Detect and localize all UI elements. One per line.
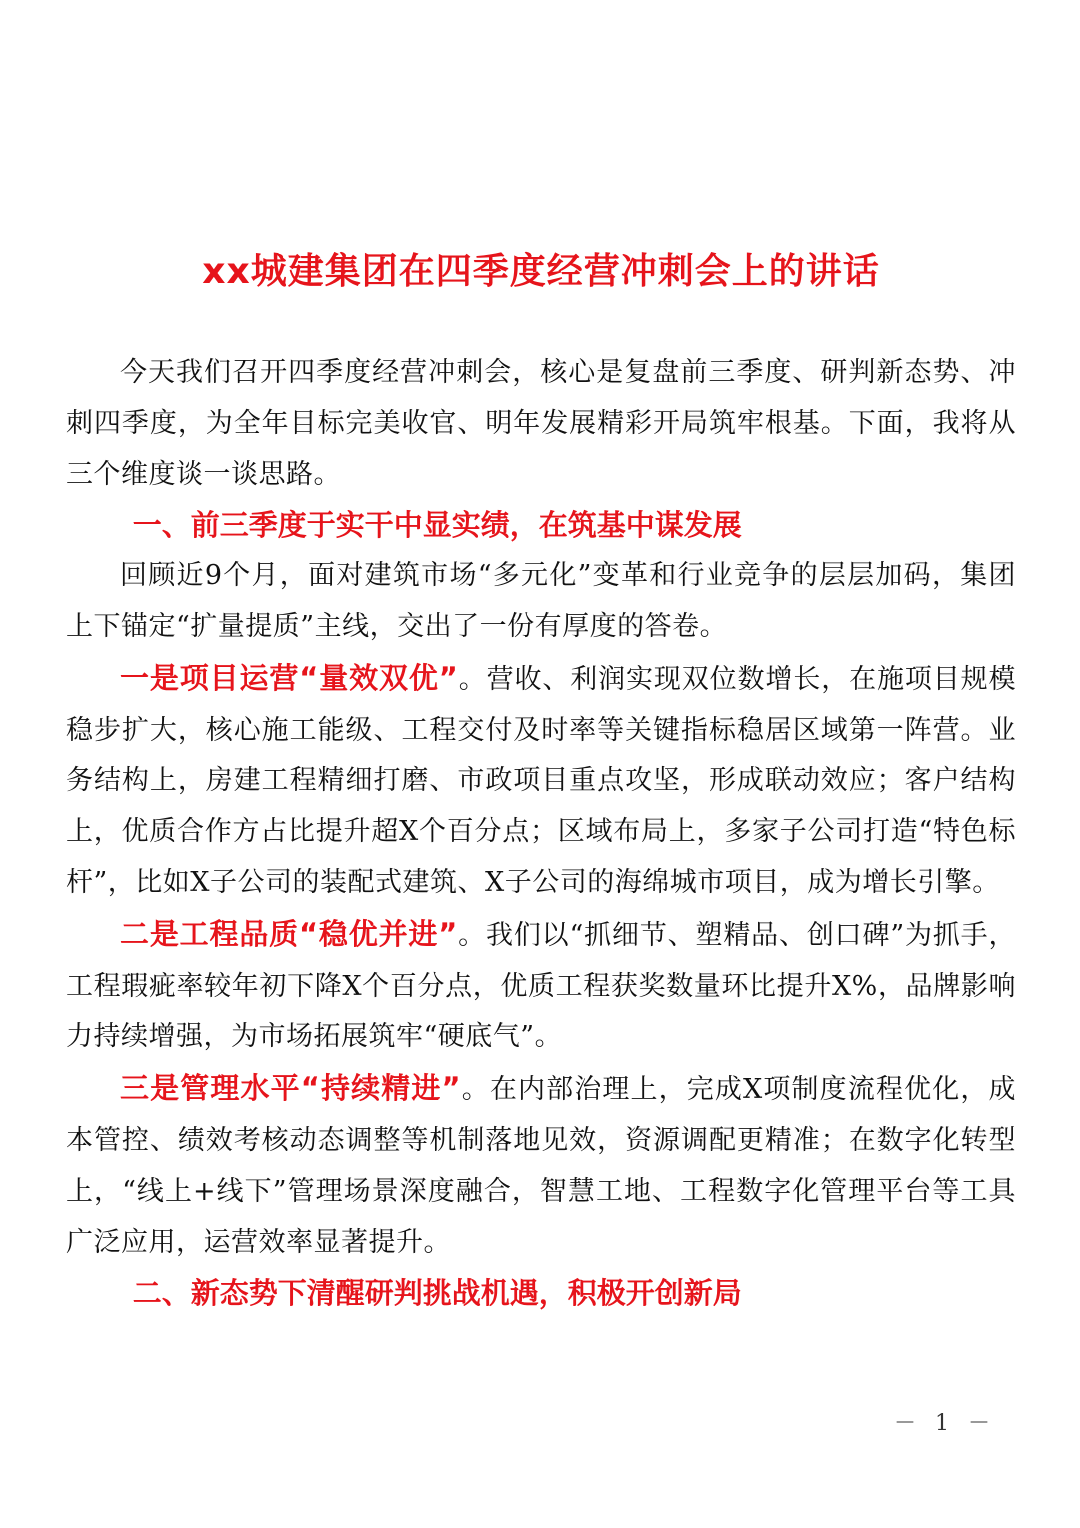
point-1-paragraph bbox=[66, 653, 1016, 909]
point-2-lead: 二是工程品质“稳优并进” bbox=[120, 916, 458, 951]
document-title: xx城建集团在四季度经营冲刺会上的讲话 bbox=[202, 251, 880, 292]
point-3-paragraph bbox=[66, 1063, 1016, 1268]
point-2-text: 。我们以“抓细节、塑精品、创口碑”为抓手，工程瑕疵率较年初下降X个百分点，优质工程获奖数量环比提升X%，品牌影响力持续增强，为市场拓展筑牢“硬底气”。 bbox=[66, 919, 1016, 1053]
point-1-lead: 一是项目运营“量效双优” bbox=[120, 660, 459, 695]
point-3-lead: 三是管理水平“持续精进” bbox=[120, 1071, 462, 1106]
point-2-paragraph bbox=[66, 909, 1016, 1063]
page-number: － 1 － bbox=[894, 1411, 996, 1436]
point-1-text: 。营收、利润实现双位数增长，在施项目规模稳步扩大，核心施工能级、工程交付及时率等关键指标稳居区域第一阵营。业务结构上，房建工程精细打磨、市政项目重点攻坚，形成联动效应；客户结构上，优质合作方占比提升超X个百分点；区域布局上，多家子公司打造“特色标杆”，比如X子公司的装配式建筑、X子公司的海绵城市项目，成为增长引擎。 bbox=[66, 663, 1017, 898]
section-1-summary: 回顾近9个月，面对建筑市场“多元化”变革和行业竞争的层层加码，集团上下锚定“扩量提质”主线，交出了一份有厚度的答卷。 bbox=[66, 560, 1016, 642]
document-page bbox=[66, 240, 1016, 1319]
intro-paragraph: 今天我们召开四季度经营冲刺会，核心是复盘前三季度、研判新态势、冲刺四季度，为全年目标完美收官、明年发展精彩开局筑牢根基。下面，我将从三个维度谈一谈思路。 bbox=[66, 357, 1016, 490]
section-1-heading: 一、前三季度于实干中显实绩，在筑基中谋发展 bbox=[132, 508, 742, 543]
section-2-heading: 二、新态势下清醒研判挑战机遇，积极开创新局 bbox=[132, 1276, 742, 1311]
point-3-text: 。在内部治理上，完成X项制度流程优化，成本管控、绩效考核动态调整等机制落地见效，资源调配更精准；在数字化转型上，“线上+线下”管理场景深度融合，智慧工地、工程数字化管理平台等工具广泛应用，运营效率显著提升。 bbox=[66, 1074, 1016, 1258]
